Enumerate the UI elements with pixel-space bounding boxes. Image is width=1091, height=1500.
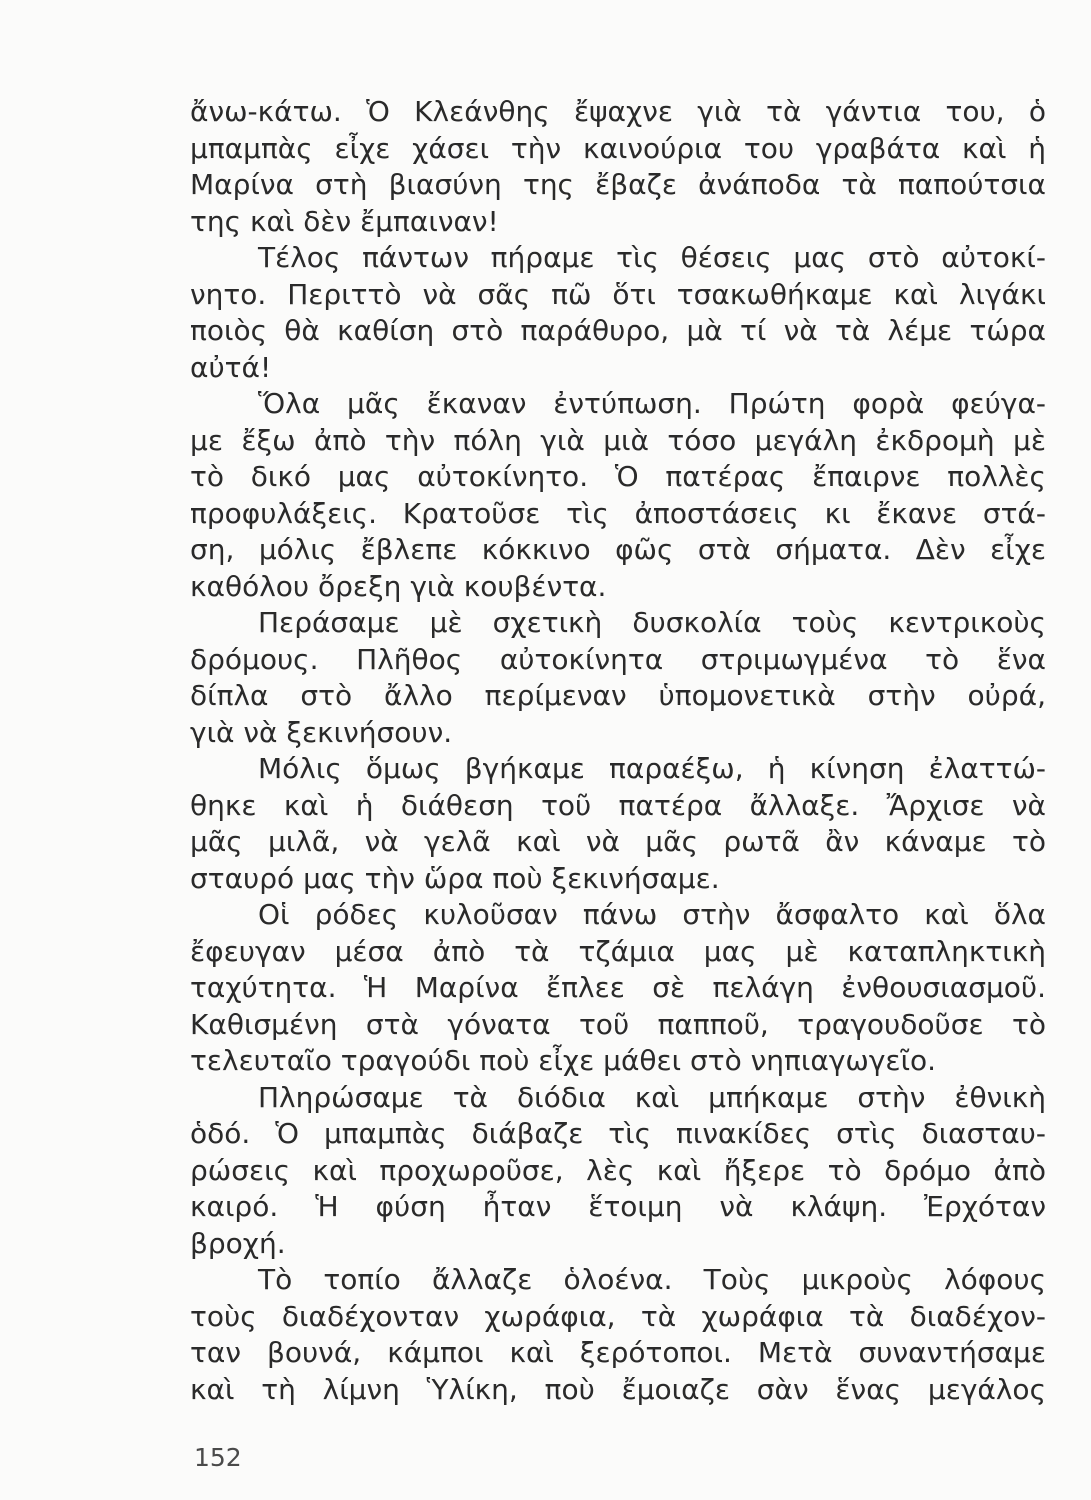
- text-line: θηκε καὶ ἡ διάθεση τοῦ πατέρα ἄλλαξε. Ἄρχισε νὰ: [190, 788, 1046, 822]
- text-line: προφυλάξεις. Κρατοῦσε τὶς ἀποστάσεις κι ἔκανε στά-: [190, 496, 1046, 530]
- text-line: ἔφευγαν μέσα ἀπὸ τὰ τζάμια μας μὲ καταπληκτικὴ: [190, 934, 1046, 968]
- text-line: νητο. Περιττὸ νὰ σᾶς πῶ ὅτι τσακωθήκαμε καὶ λιγάκι: [190, 277, 1046, 311]
- text-line: καὶ τὴ λίμνη Ὑλίκη, ποὺ ἔμοιαζε σὰν ἕνας μεγάλος: [190, 1372, 1046, 1406]
- text-line: μπαμπὰς εἶχε χάσει τὴν καινούρια του γραβάτα καὶ ἡ: [190, 131, 1046, 165]
- text-line: καθόλου ὄρεξη γιὰ κουβέντα.: [190, 569, 607, 603]
- text-line: Τέλος πάντων πήραμε τὶς θέσεις μας στὸ αὐτοκί-: [258, 241, 1046, 274]
- text-line: Μόλις ὅμως βγήκαμε παραέξω, ἡ κίνηση ἐλαττώ-: [258, 752, 1046, 785]
- text-line: βροχή.: [190, 1226, 286, 1260]
- text-line: ταχύτητα. Ἡ Μαρίνα ἔπλεε σὲ πελάγη ἐνθουσιασμοῦ.: [190, 971, 1046, 1004]
- text-line: Οἱ ρόδες κυλοῦσαν πάνω στὴν ἄσφαλτο καὶ ὅλα: [258, 898, 1046, 931]
- text-line: Καθισμένη στὰ γόνατα τοῦ παπποῦ, τραγουδοῦσε τὸ: [190, 1007, 1046, 1041]
- text-line: Περάσαμε μὲ σχετικὴ δυσκολία τοὺς κεντρικοὺς: [258, 606, 1046, 639]
- text-line: Τὸ τοπίο ἄλλαζε ὁλοένα. Τοὺς μικροὺς λόφους: [258, 1263, 1046, 1296]
- text-line: τὸ δικό μας αὐτοκίνητο. Ὁ πατέρας ἔπαιρνε πολλὲς: [190, 460, 1046, 493]
- text-line: ση, μόλις ἔβλεπε κόκκινο φῶς στὰ σήματα. Δὲν εἶχε: [190, 533, 1046, 566]
- text-line: δρόμους. Πλῆθος αὐτοκίνητα στριμωγμένα τὸ ἕνα: [190, 642, 1046, 676]
- text-line: με ἔξω ἀπὸ τὴν πόλη γιὰ μιὰ τόσο μεγάλη ἐκδρομὴ μὲ: [190, 423, 1046, 457]
- text-line: σταυρό μας τὴν ὥρα ποὺ ξεκινήσαμε.: [190, 861, 720, 895]
- text-line: μᾶς μιλᾶ, νὰ γελᾶ καὶ νὰ μᾶς ρωτᾶ ἂν κάναμε τὸ: [190, 825, 1046, 858]
- text-line: τελευταῖο τραγούδι ποὺ εἶχε μάθει στὸ νηπιαγωγεῖο.: [190, 1044, 937, 1077]
- text-line: ὁδό. Ὁ μπαμπὰς διάβαζε τὶς πινακίδες στὶς διασταυ-: [190, 1117, 1046, 1150]
- text-line: ταν βουνά, κάμποι καὶ ξερότοποι. Μετὰ συναντήσαμε: [190, 1336, 1046, 1369]
- text-line: Μαρίνα στὴ βιασύνη της ἔβαζε ἀνάποδα τὰ παπούτσια: [190, 168, 1046, 201]
- text-line: ρώσεις καὶ προχωροῦσε, λὲς καὶ ἤξερε τὸ δρόμο ἀπὸ: [190, 1153, 1046, 1187]
- text-line: καιρό. Ἡ φύση ἦταν ἕτοιμη νὰ κλάψη. Ἐρχόταν: [190, 1190, 1046, 1223]
- page-number: 152: [194, 1443, 242, 1472]
- text-line: Ὅλα μᾶς ἔκαναν ἐντύπωση. Πρώτη φορὰ φεύγα-: [258, 387, 1046, 420]
- text-line: αὐτά!: [190, 350, 272, 384]
- text-line: γιὰ νὰ ξεκινήσουν.: [190, 715, 453, 749]
- text-line: ποιὸς θὰ καθίση στὸ παράθυρο, μὰ τί νὰ τὰ λέμε τώρα: [190, 314, 1046, 347]
- text-line: Πληρώσαμε τὰ διόδια καὶ μπήκαμε στὴν ἐθνικὴ: [258, 1080, 1046, 1114]
- body-text: [190, 94, 1046, 1408]
- text-line: τοὺς διαδέχονταν χωράφια, τὰ χωράφια τὰ διαδέχον-: [190, 1299, 1046, 1333]
- text-line: δίπλα στὸ ἄλλο περίμεναν ὑπομονετικὰ στὴν οὐρά,: [190, 679, 1046, 712]
- text-line: ἄνω-κάτω. Ὁ Κλεάνθης ἔψαχνε γιὰ τὰ γάντια του, ὁ: [190, 95, 1046, 128]
- text-line: της καὶ δὲν ἔμπαιναν!: [190, 204, 499, 238]
